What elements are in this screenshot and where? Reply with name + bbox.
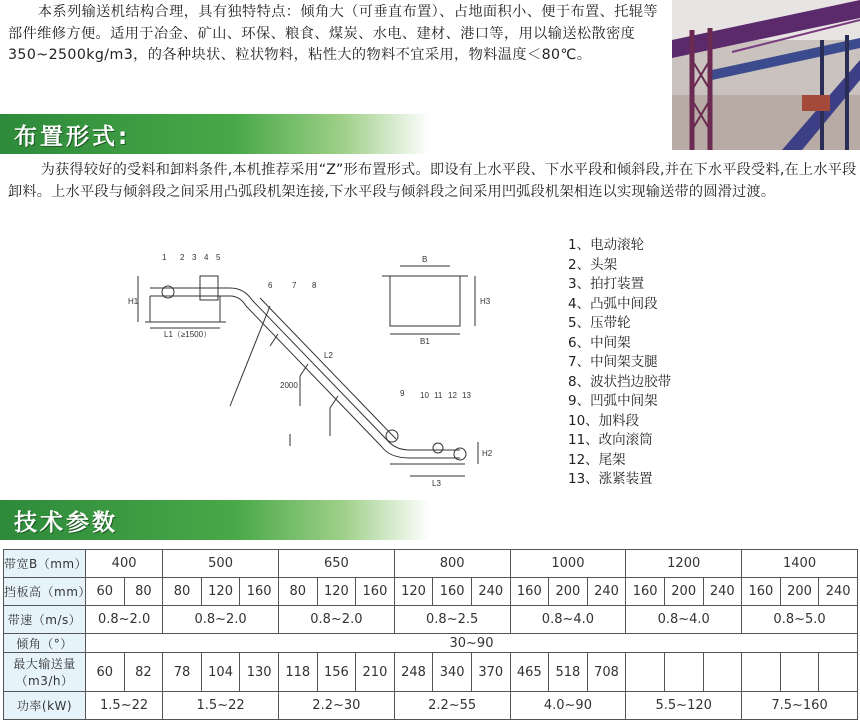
row-label-baffle: 挡板高（mm） <box>4 578 86 606</box>
section-banner-params <box>0 500 430 540</box>
section-title-layout: 布置形式: <box>14 124 131 150</box>
row-label-speed: 带速（m/s） <box>4 606 86 634</box>
legend-item: 6、中间架 <box>568 334 631 351</box>
cell-power: 1.5~22 <box>163 692 279 720</box>
layout-paragraph: 为获得较好的受料和卸料条件,本机推荐采用“Z”形布置形式。即设有上水平段、下水平段和倾斜段,并在下水平段受料,在上水平段卸料。上水平段与倾斜段之间采用凸弧段机架连接,下水平段与倾斜段之间采用凹弧段机架相连以实现输送带的圆滑过渡。 <box>8 162 857 200</box>
dim-l3: L3 <box>432 479 441 488</box>
diagram-label-2: 2 <box>180 253 185 262</box>
cell-width: 1200 <box>626 550 742 578</box>
legend-item: 4、凸弧中间段 <box>568 295 658 312</box>
cell-width: 1400 <box>742 550 858 578</box>
cell-height: 240 <box>471 578 510 606</box>
cell-capacity <box>780 653 819 692</box>
cell-height: 120 <box>201 578 240 606</box>
cell-height: 160 <box>433 578 472 606</box>
cell-width: 1000 <box>510 550 626 578</box>
table-row-power <box>4 692 858 720</box>
cell-height: 160 <box>240 578 279 606</box>
row-label-capacity-line2: （m3/h） <box>15 674 74 688</box>
cell-height: 200 <box>664 578 703 606</box>
cell-speed: 0.8~5.0 <box>742 606 858 634</box>
cell-capacity: 370 <box>471 653 510 692</box>
cell-power: 2.2~30 <box>278 692 394 720</box>
dim-h2: H2 <box>482 449 493 458</box>
cell-capacity <box>819 653 858 692</box>
cell-capacity: 60 <box>86 653 125 692</box>
dim-2000: 2000 <box>280 381 298 390</box>
cell-height: 120 <box>317 578 356 606</box>
cell-capacity: 340 <box>433 653 472 692</box>
section-title-params: 技术参数 <box>14 510 118 536</box>
cell-capacity <box>703 653 742 692</box>
z-layout-diagram <box>120 236 520 500</box>
cell-height: 80 <box>278 578 317 606</box>
dim-l1: L1（≥1500） <box>164 330 212 339</box>
table-row-baffle <box>4 578 858 606</box>
cell-width: 500 <box>163 550 279 578</box>
cell-capacity: 248 <box>394 653 433 692</box>
dim-l2: L2 <box>324 351 333 360</box>
section-banner-layout <box>0 114 430 154</box>
row-label-capacity <box>4 653 86 692</box>
legend-item: 3、拍打装置 <box>568 276 645 292</box>
cell-height: 80 <box>124 578 163 606</box>
legend-item: 8、波状挡边胶带 <box>568 373 672 390</box>
cell-power: 5.5~120 <box>626 692 742 720</box>
legend-item: 5、压带轮 <box>568 315 631 331</box>
cell-power: 4.0~90 <box>510 692 626 720</box>
cell-speed: 0.8~2.5 <box>394 606 510 634</box>
cell-height: 200 <box>549 578 588 606</box>
diagram-label-3: 3 <box>192 253 197 262</box>
diagram-label-12: 12 <box>448 391 457 400</box>
legend-item: 10、加料段 <box>568 412 640 429</box>
row-label-capacity-line1: 最大输送量 <box>13 657 76 671</box>
cell-capacity <box>626 653 665 692</box>
diagram-label-13: 13 <box>462 391 471 400</box>
cell-capacity: 82 <box>124 653 163 692</box>
diagram-label-4: 4 <box>204 253 209 262</box>
cell-speed: 0.8~4.0 <box>510 606 626 634</box>
table-row-angle <box>4 634 858 653</box>
diagram-label-9: 9 <box>400 389 405 398</box>
row-label-power: 功率(kW) <box>4 692 86 720</box>
cell-speed: 0.8~2.0 <box>278 606 394 634</box>
cell-width: 400 <box>86 550 163 578</box>
cell-power: 2.2~55 <box>394 692 510 720</box>
cell-angle: 30~90 <box>86 634 858 653</box>
diagram-label-7: 7 <box>292 281 297 290</box>
cell-width: 650 <box>278 550 394 578</box>
dim-h3: H3 <box>480 297 491 306</box>
cell-height: 240 <box>819 578 858 606</box>
cell-power: 1.5~22 <box>86 692 163 720</box>
diagram-label-6: 6 <box>268 281 273 290</box>
cell-height: 160 <box>356 578 395 606</box>
cell-speed: 0.8~2.0 <box>86 606 163 634</box>
cell-capacity: 118 <box>278 653 317 692</box>
diagram-label-1: 1 <box>162 253 167 262</box>
cell-capacity: 78 <box>163 653 202 692</box>
cell-height: 80 <box>163 578 202 606</box>
component-legend <box>568 236 671 490</box>
cell-speed: 0.8~2.0 <box>163 606 279 634</box>
cell-height: 240 <box>703 578 742 606</box>
cell-capacity: 156 <box>317 653 356 692</box>
cell-capacity: 210 <box>356 653 395 692</box>
legend-item: 7、中间架支腿 <box>568 354 658 370</box>
cell-height: 160 <box>742 578 781 606</box>
cell-width: 800 <box>394 550 510 578</box>
legend-item: 12、尾架 <box>568 451 626 468</box>
dim-b1: B1 <box>420 337 430 346</box>
cell-speed: 0.8~4.0 <box>626 606 742 634</box>
dim-b: B <box>422 255 428 264</box>
cell-capacity <box>742 653 781 692</box>
legend-item: 11、改向滚筒 <box>568 432 653 448</box>
diagram-label-5: 5 <box>216 253 221 262</box>
cell-height: 240 <box>587 578 626 606</box>
dim-h1: H1 <box>128 297 139 306</box>
cell-capacity: 708 <box>587 653 626 692</box>
legend-item: 9、凹弧中间架 <box>568 393 658 409</box>
conveyor-photo <box>672 0 860 150</box>
table-row-capacity <box>4 653 858 692</box>
cell-capacity: 465 <box>510 653 549 692</box>
cell-capacity: 518 <box>549 653 588 692</box>
cell-height: 60 <box>86 578 125 606</box>
intro-paragraph: 本系列输送机结构合理，具有独特特点：倾角大（可垂直布置）、占地面积小、便于布置、托辊等部件维修方便。适用于冶金、矿山、环保、粮食、煤炭、水电、建材、港口等，用以输送松散密度350~2500kg/m3，的各种块状、粒状物料，粘性大的物料不宜采用，物料温度＜80℃。 <box>8 4 658 63</box>
diagram-label-11: 11 <box>434 391 443 400</box>
diagram-label-8: 8 <box>312 281 317 290</box>
row-label-width: 带宽B（mm） <box>4 550 86 578</box>
diagram-label-10: 10 <box>420 391 429 400</box>
cell-capacity: 130 <box>240 653 279 692</box>
row-label-angle: 倾角（°） <box>4 634 86 653</box>
cell-capacity: 104 <box>201 653 240 692</box>
legend-item: 2、头架 <box>568 256 618 273</box>
cell-height: 160 <box>510 578 549 606</box>
spec-table <box>3 549 858 720</box>
cell-capacity <box>664 653 703 692</box>
legend-item: 13、涨紧装置 <box>568 471 653 487</box>
table-row-speed <box>4 606 858 634</box>
table-row-width <box>4 550 858 578</box>
legend-item: 1、电动滚轮 <box>568 237 645 253</box>
cell-height: 160 <box>626 578 665 606</box>
cell-power: 7.5~160 <box>742 692 858 720</box>
cell-height: 120 <box>394 578 433 606</box>
cell-height: 200 <box>780 578 819 606</box>
